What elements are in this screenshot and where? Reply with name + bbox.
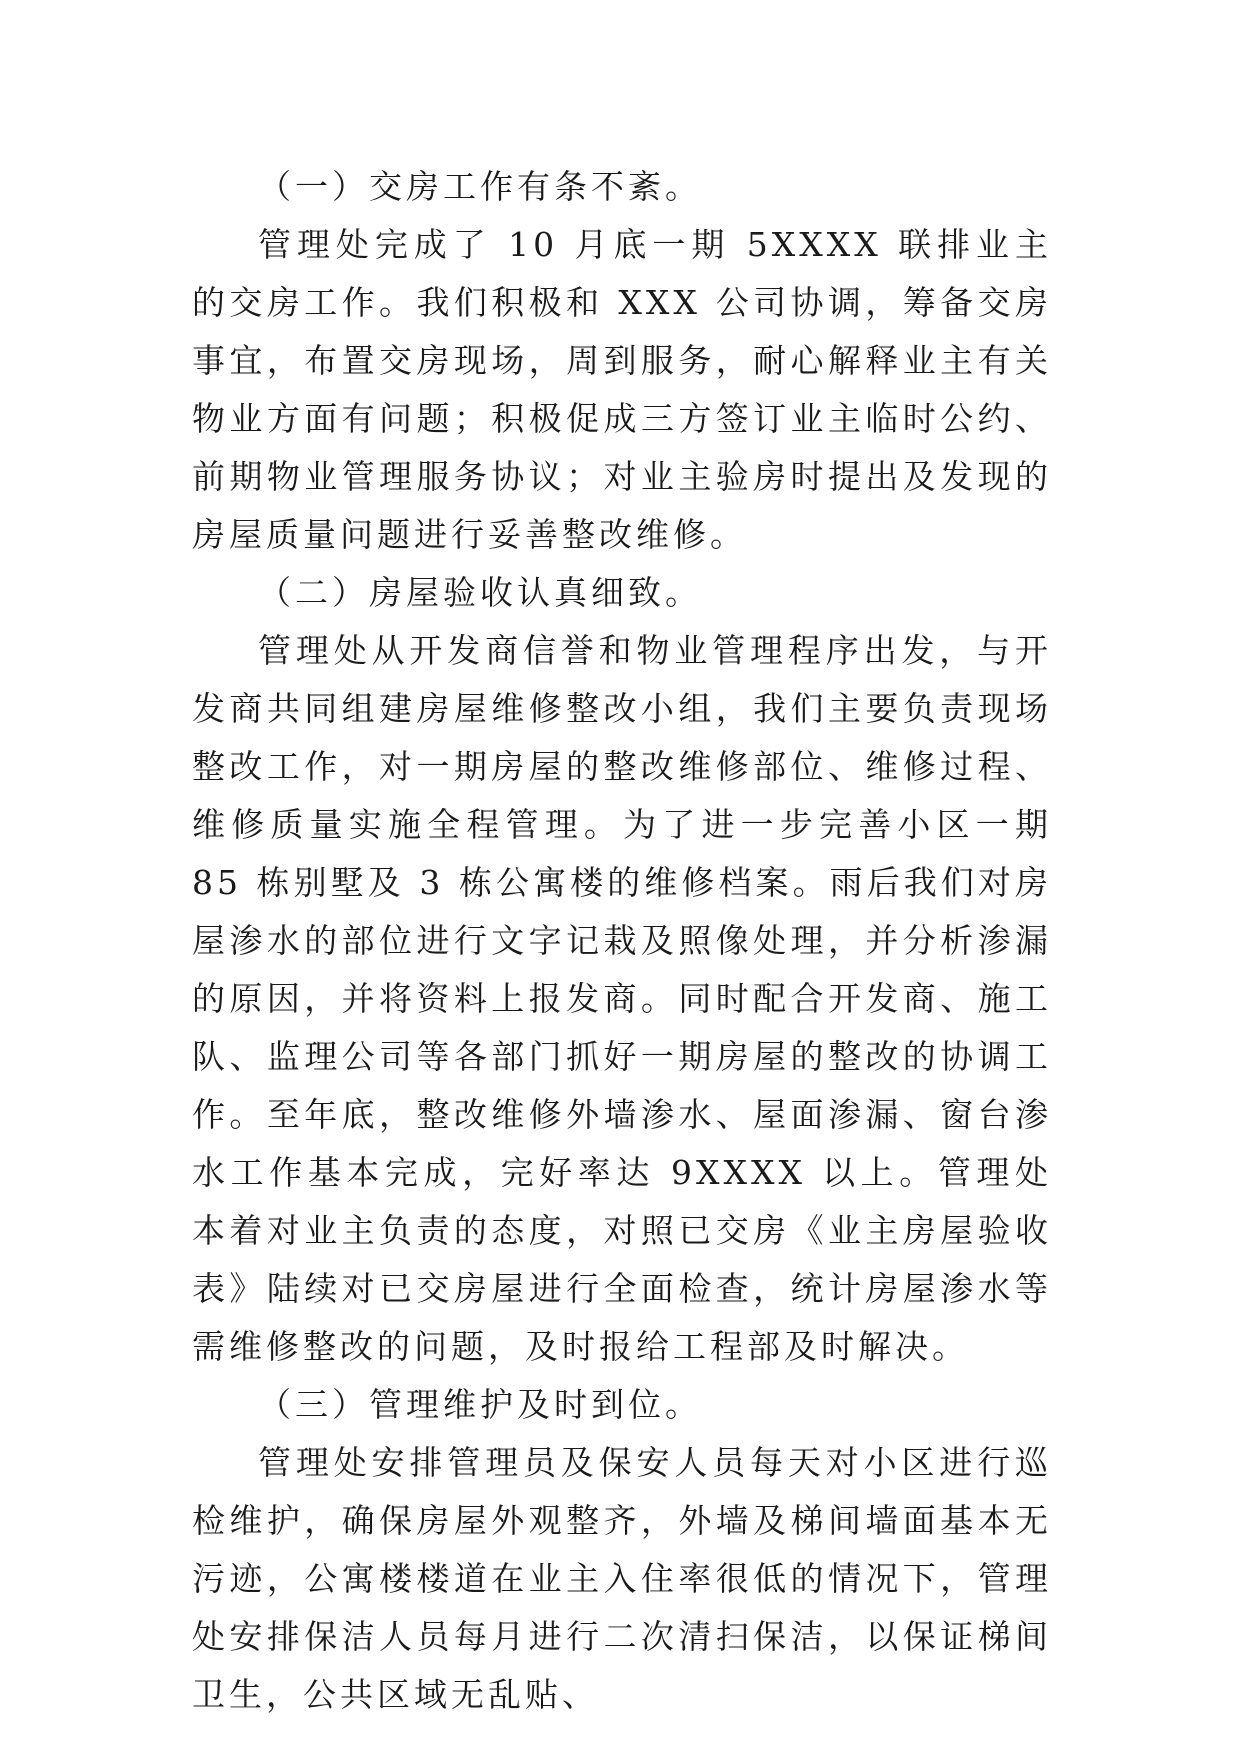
paragraph-handover: 管理处完成了 10 月底一期 5XXXX 联排业主的交房工作。我们积极和 XXX 公司协调，筹备交房事宜，布置交房现场，周到服务，耐心解释业主有关物业方面有问题；积极促成三方签订业主临时公约、前期物业管理服务协议；对业主验房时提出及发现的房屋质量问题进行妥善整改维修。 xyxy=(192,225,1052,554)
section-heading-1: （一）交房工作有条不紊。 xyxy=(258,167,702,206)
section-heading-3: （三）管理维护及时到位。 xyxy=(258,1385,702,1424)
section-heading-2: （二）房屋验收认真细致。 xyxy=(258,573,702,612)
paragraph-maintenance: 管理处安排管理员及保安人员每天对小区进行巡检维护，确保房屋外观整齐，外墙及梯间墙面基本无污迹，公寓楼楼道在业主入住率很低的情况下，管理处安排保洁人员每月进行二次清扫保洁，以保证梯间卫生，公共区域无乱贴、 xyxy=(192,1443,1052,1714)
document-body xyxy=(192,158,1052,1724)
paragraph-inspection: 管理处从开发商信誉和物业管理程序出发，与开发商共同组建房屋维修整改小组，我们主要负责现场整改工作，对一期房屋的整改维修部位、维修过程、维修质量实施全程管理。为了进一步完善小区一期 85 栋别墅及 3 栋公寓楼的维修档案。雨后我们对房屋渗水的部位进行文字记栽及照像处理，并分析渗漏的原因，并将资料上报发商。同时配合开发商、施工队、监理公司等各部门抓好一期房屋的整改的协调工作。至年底，整改维修外墙渗水、屋面渗漏、窗台渗水工作基本完成，完好率达 9XXXX 以上。管理处本着对业主负责的态度，对照已交房《业主房屋验收表》陆续对已交房屋进行全面检查，统计房屋渗水等需维修整改的问题，及时报给工程部及时解决。 xyxy=(192,631,1052,1366)
